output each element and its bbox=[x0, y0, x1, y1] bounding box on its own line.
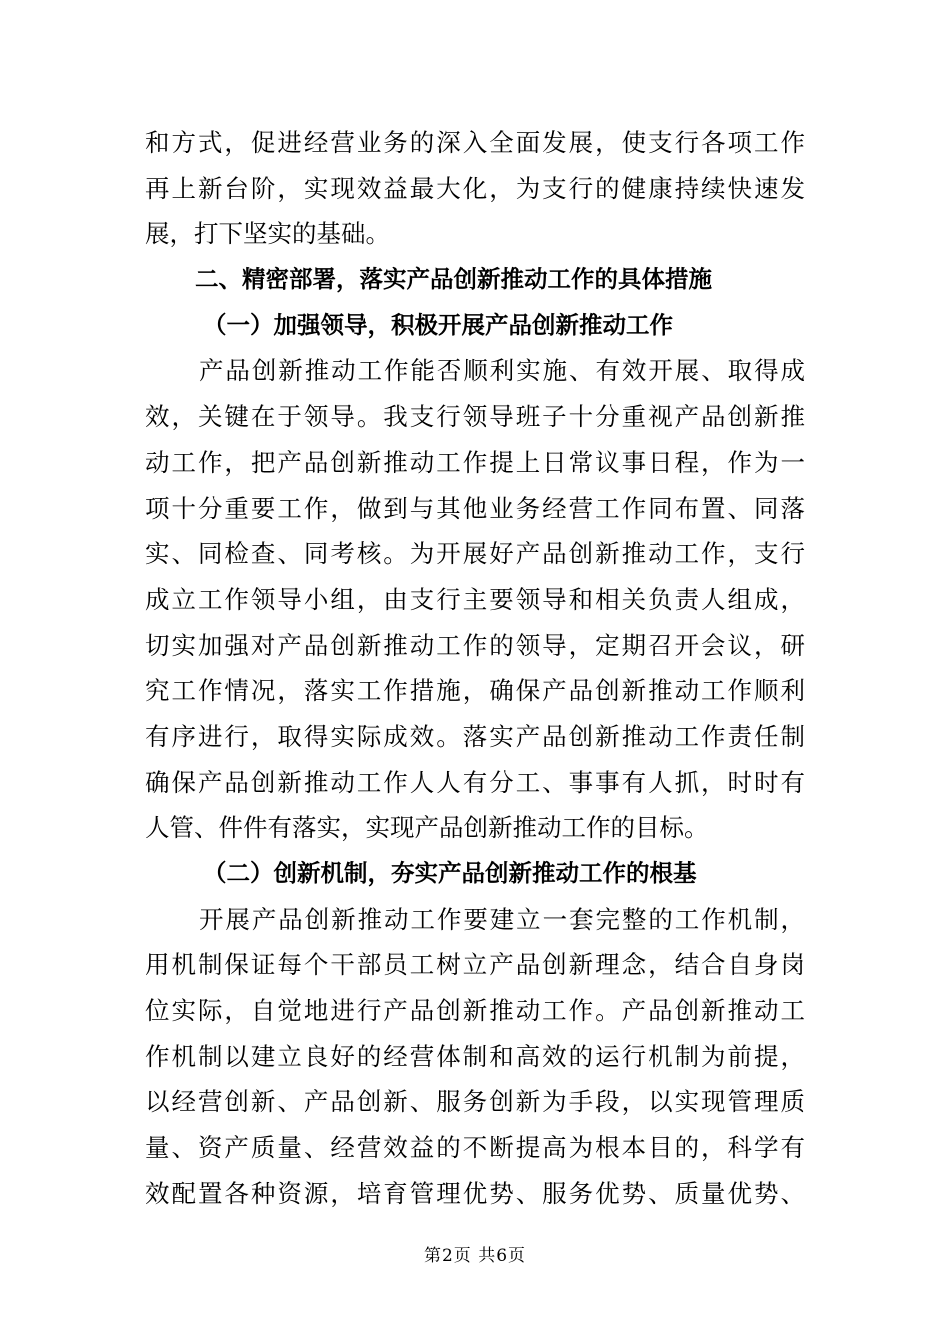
text-line: 开展产品创新推动工作要建立一套完整的工作机制， bbox=[199, 904, 805, 934]
section-heading: 二、精密部署，落实产品创新推动工作的具体措施 bbox=[195, 265, 712, 294]
text-line: 量、资产质量、经营效益的不断提高为根本目的，科学有 bbox=[145, 1133, 805, 1163]
page-footer: 第2页 共6页 bbox=[423, 1246, 527, 1266]
text-line: 以经营创新、产品创新、服务创新为手段，以实现管理质 bbox=[145, 1087, 805, 1117]
text-line: 再上新台阶，实现效益最大化，为支行的健康持续快速发 bbox=[145, 173, 805, 203]
subsection-heading: （一）加强领导，积极开展产品创新推动工作 bbox=[203, 310, 673, 339]
text-line: 究工作情况，落实工作措施，确保产品创新推动工作顺利 bbox=[145, 676, 805, 706]
document-body bbox=[145, 120, 805, 1217]
text-line: 实、同检查、同考核。为开展好产品创新推动工作，支行 bbox=[145, 539, 805, 569]
subsection-heading: （二）创新机制，夯实产品创新推动工作的根基 bbox=[203, 859, 697, 887]
text-line: 切实加强对产品创新推动工作的领导，定期召开会议，研 bbox=[145, 630, 805, 660]
text-line: 项十分重要工作，做到与其他业务经营工作同布置、同落 bbox=[145, 493, 805, 523]
text-line: 效配置各种资源，培育管理优势、服务优势、质量优势、 bbox=[145, 1178, 805, 1208]
text-line: 效，关键在于领导。我支行领导班子十分重视产品创新推 bbox=[145, 402, 805, 432]
text-line: 展，打下坚实的基础。 bbox=[145, 219, 390, 249]
text-line: 和方式，促进经营业务的深入全面发展，使支行各项工作 bbox=[145, 128, 805, 157]
text-line: 位实际，自觉地进行产品创新推动工作。产品创新推动工 bbox=[145, 996, 805, 1026]
text-line: 用机制保证每个干部员工树立产品创新理念，结合自身岗 bbox=[145, 950, 805, 980]
text-line: 人管、件件有落实，实现产品创新推动工作的目标。 bbox=[145, 813, 709, 843]
text-line: 确保产品创新推动工作人人有分工、事事有人抓，时时有 bbox=[145, 767, 805, 797]
text-line: 有序进行，取得实际成效。落实产品创新推动工作责任制 bbox=[145, 721, 805, 751]
text-line: 作机制以建立良好的经营体制和高效的运行机制为前提， bbox=[145, 1041, 805, 1071]
text-line: 产品创新推动工作能否顺利实施、有效开展、取得成 bbox=[199, 356, 805, 386]
text-line: 动工作，把产品创新推动工作提上日常议事日程，作为一 bbox=[145, 447, 805, 477]
text-line: 成立工作领导小组，由支行主要领导和相关负责人组成， bbox=[145, 584, 805, 614]
